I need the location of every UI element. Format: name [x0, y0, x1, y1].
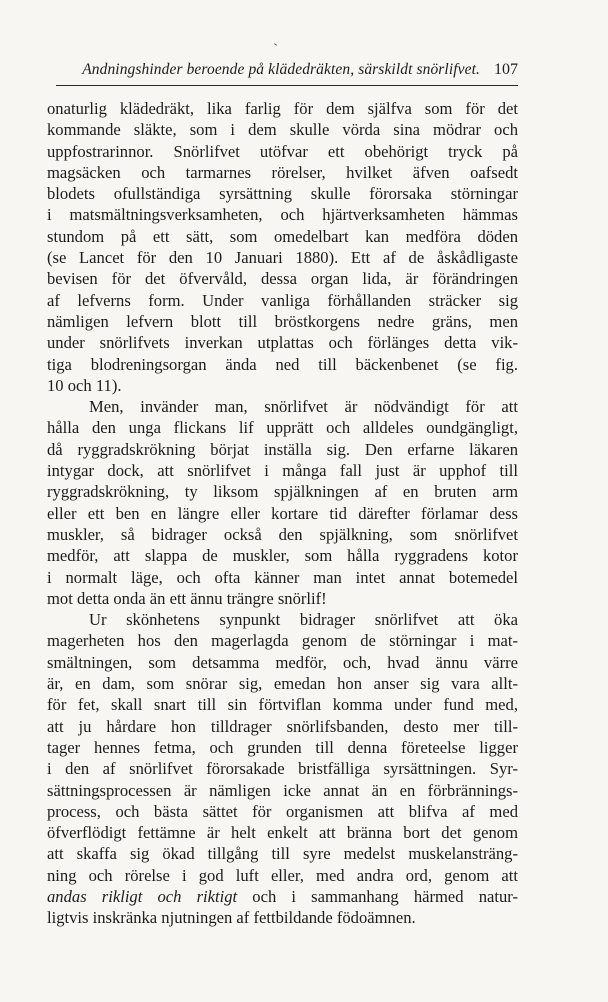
text-line-emphasis [47, 886, 518, 907]
text-line: sättningsprocessen är nämligen icke annat än en förbrännings- [47, 780, 518, 800]
text-line: smältningen, som detsamma medför, och, hvad ännu värre [47, 652, 518, 672]
text-line: (se Lancet för den 10 Januari 1880). Ett af de åskådligaste [47, 248, 518, 268]
text-line: att ju hårdare hon tilldrager snörlifsbanden, desto mer till- [47, 716, 518, 736]
running-header [56, 61, 518, 86]
text-line: i matsmältningsverksamheten, och hjärtverksamheten hämmas [47, 205, 518, 225]
text-line: process, och bästa sättet för organismen att blifva af med [47, 801, 518, 821]
text-line: magsäcken och tarmarnes rörelser, hvilket äfven oafsedt [47, 162, 518, 182]
text-line: hålla den unga flickans lif upprätt och alldeles oundgängligt, [47, 418, 518, 438]
text-line: under snörlifvets inverkan utplattas och förlänges detta vik- [47, 333, 518, 353]
text-line: i den af snörlifvet förorsakade bristfälliga syrsättningen. Syr- [47, 759, 518, 779]
text-line: mot detta onda än ett ännu trängre snörlif! [47, 588, 327, 608]
print-mark [274, 43, 277, 46]
text-line: uppfostrarinnor. Snörlifvet utöfvar ett obehörigt tryck på [47, 141, 518, 161]
text-line: kommande släkte, som i dem skulle vörda sina mödrar och [47, 120, 518, 140]
emphasized-phrase: andas rikligt och riktigt [47, 886, 238, 906]
paragraph-start: Ur skönhetens synpunkt bidrager snörlifvet att öka [89, 610, 518, 630]
text-line: att skaffa sig ökad tillgång till syre medelst muskelansträng- [47, 844, 518, 864]
page-number: 107 [494, 61, 518, 78]
text-line: då ryggradskrökning börjat inställa sig. Den erfarne läkaren [47, 439, 518, 459]
body-text [47, 98, 518, 929]
text-fragment: och i sammanhang härmed natur- [252, 886, 518, 906]
text-line: ligtvis inskränka njutningen af fettbildande födoämnen. [47, 908, 416, 928]
text-line: stundom på ett sätt, som omedelbart kan medföra döden [47, 226, 518, 246]
text-line: muskler, så bidrager också den spjälkning, som snörlifvet [47, 524, 518, 544]
text-line: blodets ofullständiga syrsättning skulle förorsaka störningar [47, 184, 518, 204]
text-line: nämligen lefvern blott till bröstkorgens nedre gräns, men [47, 311, 518, 331]
text-line: tager hennes fetma, och grunden till denna företeelse ligger [47, 737, 518, 757]
running-title: Andningshinder beroende på klädedräkten, särskildt snörlifvet. [82, 61, 480, 78]
text-line: intygar dock, att snörlifvet i många fall just är upphof till [47, 461, 518, 481]
text-line: medför, att slappa de muskler, som hålla ryggradens kotor [47, 546, 518, 566]
text-line: är, en dam, som snörar sig, emedan hon anser sig vara allt- [47, 674, 518, 694]
text-line: för fet, skall snart till sin förtviflan komma under fund med, [47, 695, 518, 715]
text-line: ning och rörelse i god luft eller, med andra ord, genom att [47, 865, 518, 885]
text-line: onaturlig klädedräkt, lika farlig för dem själfva som för det [47, 99, 518, 118]
text-line: af lefverns form. Under vanliga förhållanden sträcker sig [47, 290, 518, 310]
text-line: öfverflödigt fettämne är helt enkelt att bränna bort det genom [47, 823, 518, 843]
text-line: i normalt läge, och ofta känner man intet annat botemedel [47, 567, 518, 587]
text-line: tiga blodreningsorgan ända ned till bäckenbenet (se fig. [47, 354, 518, 374]
paragraph-start: Men, invänder man, snörlifvet är nödvändigt för att [89, 397, 518, 417]
text-line: bevisen för det öfvervåld, dessa organ lida, är förändringen [47, 269, 518, 289]
text-line: 10 och 11). [47, 375, 122, 395]
text-line: magerheten hos den magerlagda genom de störningar i mat- [47, 631, 518, 651]
text-line: eller ett ben en längre eller kortare tid därefter förlamar dess [47, 503, 518, 523]
text-line: ryggradskrökning, ty liksom spjälkningen af en bruten arm [47, 482, 518, 502]
